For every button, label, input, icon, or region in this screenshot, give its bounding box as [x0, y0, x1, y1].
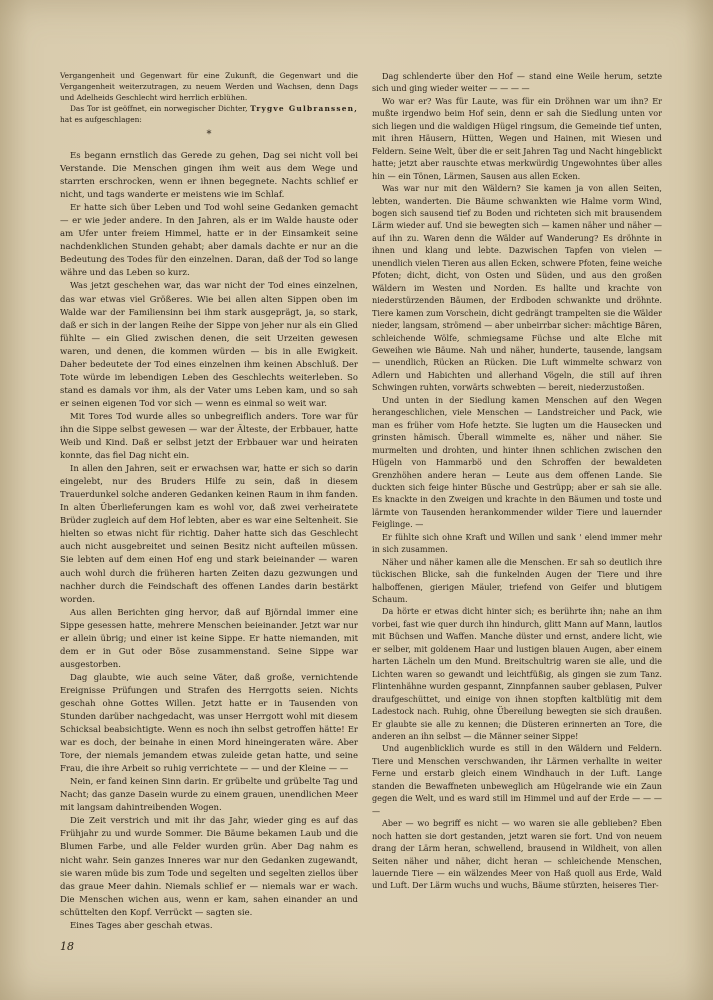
paragraph: Mit Tores Tod wurde alles so unbegreiflich anders. Tore war für ihn die Sippe selbst gewesen — war der Älteste, der Erbbauer, hatte Weib und Kind. Daß er selbst jetzt der Erbbauer war und heiraten konnte, das fiel Dag nicht ein.: [60, 411, 358, 462]
paragraph: Und augenblicklich wurde es still in den Wäldern und Feldern. Tiere und Menschen verschwanden, ihr Lärmen verhallte in weiter Ferne und erstarb gleich einem Windhauch in der Luft. Lange standen die Bewaffneten unbeweglich am Hügelrande wie ein Zaun gegen die Welt, und es ward still im Himmel und auf der Erde — — — —: [372, 743, 662, 816]
paragraph: Näher und näher kamen alle die Menschen. Er sah so deutlich ihre tückischen Blicke, sah die funkelnden Augen der Tiere und ihre halboffenen, gierigen Mäuler, triefend von Geifer und blutigem Schaum.: [372, 556, 662, 605]
left-column: [60, 70, 358, 933]
paragraph: Was war nur mit den Wäldern? Sie kamen ja von allen Seiten, lebten, wanderten. Die Bäume schwankten wie Halme vorm Wind, bogen sich sausend tief zu Boden und richteten sich mit brausendem Lärm wieder auf. Und sie bewegten sich — kamen näher und näher — auf ihn zu. Waren denn die Wälder auf Wanderung? Es dröhnte in ihnen und klang und lebte. Dazwischen Tapfen von vielen — unendlich vielen Tieren aus allen Ecken, schwere Pfoten, feine weiche Pfoten; dicht, dicht, von Osten und Süden, und aus den großen Wäldern im Westen und Norden. Es hallte und krachte von niederstürzenden Bäumen, der Erdboden schwankte und dröhnte. Tiere kamen zum Vorschein, dicht gedrängt trampelten sie die Wälder nieder, langsam, strömend — aber unbeirrbar sicher: mächtige Bären, schleichende Wölfe, schmiegsame Füchse und alte Elche mit Geweihen wie Bäume. Nah und näher, hunderte, tausende, langsam — unendlich, Rücken an Rücken. Die Luft wimmelte schwarz von Adlern und Habichten und allerhand Vögeln, die still auf ihren Schwingen ruhten, vorwärts schwebten — bereit, niederzustoßen.: [372, 183, 662, 393]
intro-motto-pre: Das Tor ist geöffnet, ein norwegischer Dichter,: [70, 104, 248, 113]
paragraph: Aus allen Berichten ging hervor, daß auf Björndal immer eine Sippe gesessen hatte, mehrere Menschen beieinander. Jetzt war nur er allein übrig; und einer ist keine Sippe. Er hatte niemanden, mit dem er in Gut oder Böse zusammenstand. Seine Sippe war ausgestorben.: [60, 607, 358, 670]
intro-motto-post: hat es aufgeschlagen:: [60, 115, 142, 124]
paragraph: Dag schlenderte über den Hof — stand eine Weile herum, setzte sich und ging wieder weiter — — — —: [372, 71, 662, 94]
paragraph: Wo war er? Was für Laute, was für ein Dröhnen war um ihn? Er mußte irgendwo beim Hof sein, denn er sah die Siedlung unten vor sich liegen und die waldigen Hügel ringsum, die Gemeinde tief unten, mit ihren Häusern, Hütten, Wegen und Hainen, mit Wiesen und Feldern. Seine Welt, über die er seit Jahren Tag und Nacht hingeblickt hatte; jetzt aber rauschte etwas merkwürdig Ungewohntes über alles hin — ein Tönen, Lärmen, Sausen aus allen Ecken.: [372, 95, 662, 181]
paragraph: In allen den Jahren, seit er erwachsen war, hatte er sich so darin eingelebt, nur des Bruders Hilfe zu sein, daß in diesem Trauerdunkel solche anderen Gedanken keinen Raum in ihm fanden. In alten Überlieferungen kam es wohl vor, daß zwei verheiratete Brüder zugleich auf dem Hof lebten, aber es war eine Seltenheit. Sie hielten so etwas nicht für richtig. Daher hatte sich das Geschlecht auch nicht ausgebreitet und seinen Besitz nicht aufteilen müssen. Sie lebten auf dem einen Hof eng und stark beieinander — waren auch wohl durch die früheren harten Zeiten dazu gezwungen und nachher durch die Feindschaft des offenen Landes darin bestärkt worden.: [60, 464, 358, 605]
intro-text: Vergangenheit und Gegenwart für eine Zukunft, die Gegenwart und die Vergangenheit weiterzutragen, zu neuem Werden und Wachsen, denn Dags und Adelheids Geschlecht wird herrlich erblühen.: [60, 71, 358, 102]
author-name: Trygve Gulbranssen,: [250, 104, 358, 113]
paragraph: Und unten in der Siedlung kamen Menschen auf den Wegen herangeschlichen, viele Menschen — Landstreicher und Pack, wie man es früher vom Hofe hetzte. Sie lugten um die Hausecken und grinsten hämisch. Überall wimmelte es, näher und näher. Sie murmelten und drohten, und hinter ihnen schlichen zwischen den Hügeln von Hammarbö und den Schroffen der bewaldeten Grenzhöhen andere heran — Leute aus dem offenen Lande. Sie duckten sich feige hinter Büsche und Gestrüpp; aber er sah sie alle. Es knackte in den Zweigen und krachte in den Bäumen und toste und lärmte von Tausenden herankommender wilder Tiere und lauernder Feiglinge. —: [372, 394, 662, 530]
paragraph: Eines Tages aber geschah etwas.: [70, 920, 213, 931]
paragraph: Nein, er fand keinen Sinn darin. Er grübelte und grübelte Tag und Nacht; das ganze Dasein wurde zu einem grauen, unendlichen Meer mit langsam dahintreibenden Wogen.: [60, 777, 358, 814]
paragraph: Er fühlte sich ohne Kraft und Willen und sank ' elend immer mehr in sich zusammen.: [372, 531, 662, 555]
paragraph: Es begann ernstlich das Gerede zu gehen, Dag sei nicht voll bei Verstande. Die Menschen gingen ihm weit aus dem Wege und starrten erschrocken, wenn er ihnen begegnete. Nachts schlief er nicht, und tags wanderte er meistens wie im Schlaf.: [60, 151, 358, 201]
paragraph: Er hatte sich über Leben und Tod wohl seine Gedanken gemacht — er wie jeder andere. In den Jahren, als er im Walde hauste oder am Ufer unter freiem Himmel, hatte er in der Einsamkeit seine nachdenklichen Stunden gehabt; aber damals dachte er nur an die Bedeutung des Todes für den einzelnen. Daran, daß der Tod so lange währe und das Leben so kurz.: [60, 203, 358, 279]
paragraph: Dag glaubte, wie auch seine Väter, daß große, vernichtende Ereignisse Prüfungen und Strafen des Herrgotts seien. Nichts geschah ohne Gottes Willen. Jetzt hatte er in Tausenden von Stunden darüber nachgedacht, was unser Herrgott wohl mit diesem Schicksal beabsichtigte. Wenn es noch ihn selbst getroffen hätte! Er war es doch, der beinahe in einen Mord hineingeraten wäre. Aber Tore, der niemals jemandem etwas zuleide getan hatte, und seine Frau, die ihre Arbeit so ruhig verrichtete — — und der Kleine — —: [60, 672, 358, 775]
paragraph: Aber — wo begriff es nicht — wo waren sie alle geblieben? Eben noch hatten sie dort gestanden, jetzt waren sie fort. Und von neuem drang der Lärm heran, schwellend, brausend in Wildheit, von allen Seiten näher und näher, dicht heran — schleichende Menschen, lauernde Tiere — ein wälzendes Meer von Haß quoll aus Erde, Wald und Luft. Der Lärm wuchs und wuchs, Bäume stürzten, heiseres Tier-: [372, 818, 662, 891]
intro-block: [60, 70, 358, 140]
paragraph: Die Zeit verstrich und mit ihr das Jahr, wieder ging es auf das Frühjahr zu und wurde Sommer. Die Bäume bekamen Laub und die Blumen Farbe, und alle Felder wurden grün. Aber Dag nahm es nicht wahr. Sein ganzes Inneres war nur den Gedanken zugewandt, sie waren müde bis zum Tode und segelten und segelten ziellos über das graue Meer dahin. Niemals schlief er — niemals war er wach. Die Menschen wichen aus, wenn er kam, sahen einander an und schüttelten den Kopf. Verrückt — sagten sie.: [60, 816, 358, 918]
page-number: 18: [60, 940, 74, 953]
section-star: *: [206, 129, 212, 140]
paragraph: Da hörte er etwas dicht hinter sich; es berührte ihn; nahe an ihm vorbei, fast wie quer durch ihn hindurch, glitt Mann auf Mann, lautlos mit Büchsen und Waffen. Manche düster und ernst, andere licht, wie er selber, mit goldenem Haar und lustigen blauen Augen, aber einem harten Lächeln um den Mund. Breitschultrig waren sie alle, und die Lichten waren so gewandt und leichtfüßig, als gingen sie zum Tanz. Flintenhähne wurden gespannt, Zinnpfannen sauber geblasen, Pulver draufgeschüttet, und einige von ihnen stopften kaltblütig mit dem Ladestock nach. Ruhig, ohne Übereilung bewegten sie sich draußen. Er glaubte sie alle zu kennen; die Düsteren erinnerten an Tore, die anderen an ihn selbst — die Männer seiner Sippe!: [372, 606, 662, 742]
paragraph: Was jetzt geschehen war, das war nicht der Tod eines einzelnen, das war etwas viel Größeres. Wie bei allen alten Sippen oben im Walde war der Familiensinn bei ihm stark ausgeprägt, ja, so stark, daß er sich in der langen Reihe der Sippe von jeher nur als ein Glied fühlte — ein Glied zwischen denen, die seit Urzeiten gewesen waren, und denen, die kommen würden — bis in alle Ewigkeit. Daher bedeutete der Tod eines einzelnen ihm keinen Abschluß. Der Tote würde im lebendigen Leben des Geschlechts weiterleben. So stand es damals vor ihm, als der Vater ums Leben kam, und so sah er seinen eigenen Tod vor sich — wenn es einmal so weit war.: [60, 281, 358, 409]
right-column: [372, 70, 662, 892]
intro-motto: [60, 103, 358, 125]
